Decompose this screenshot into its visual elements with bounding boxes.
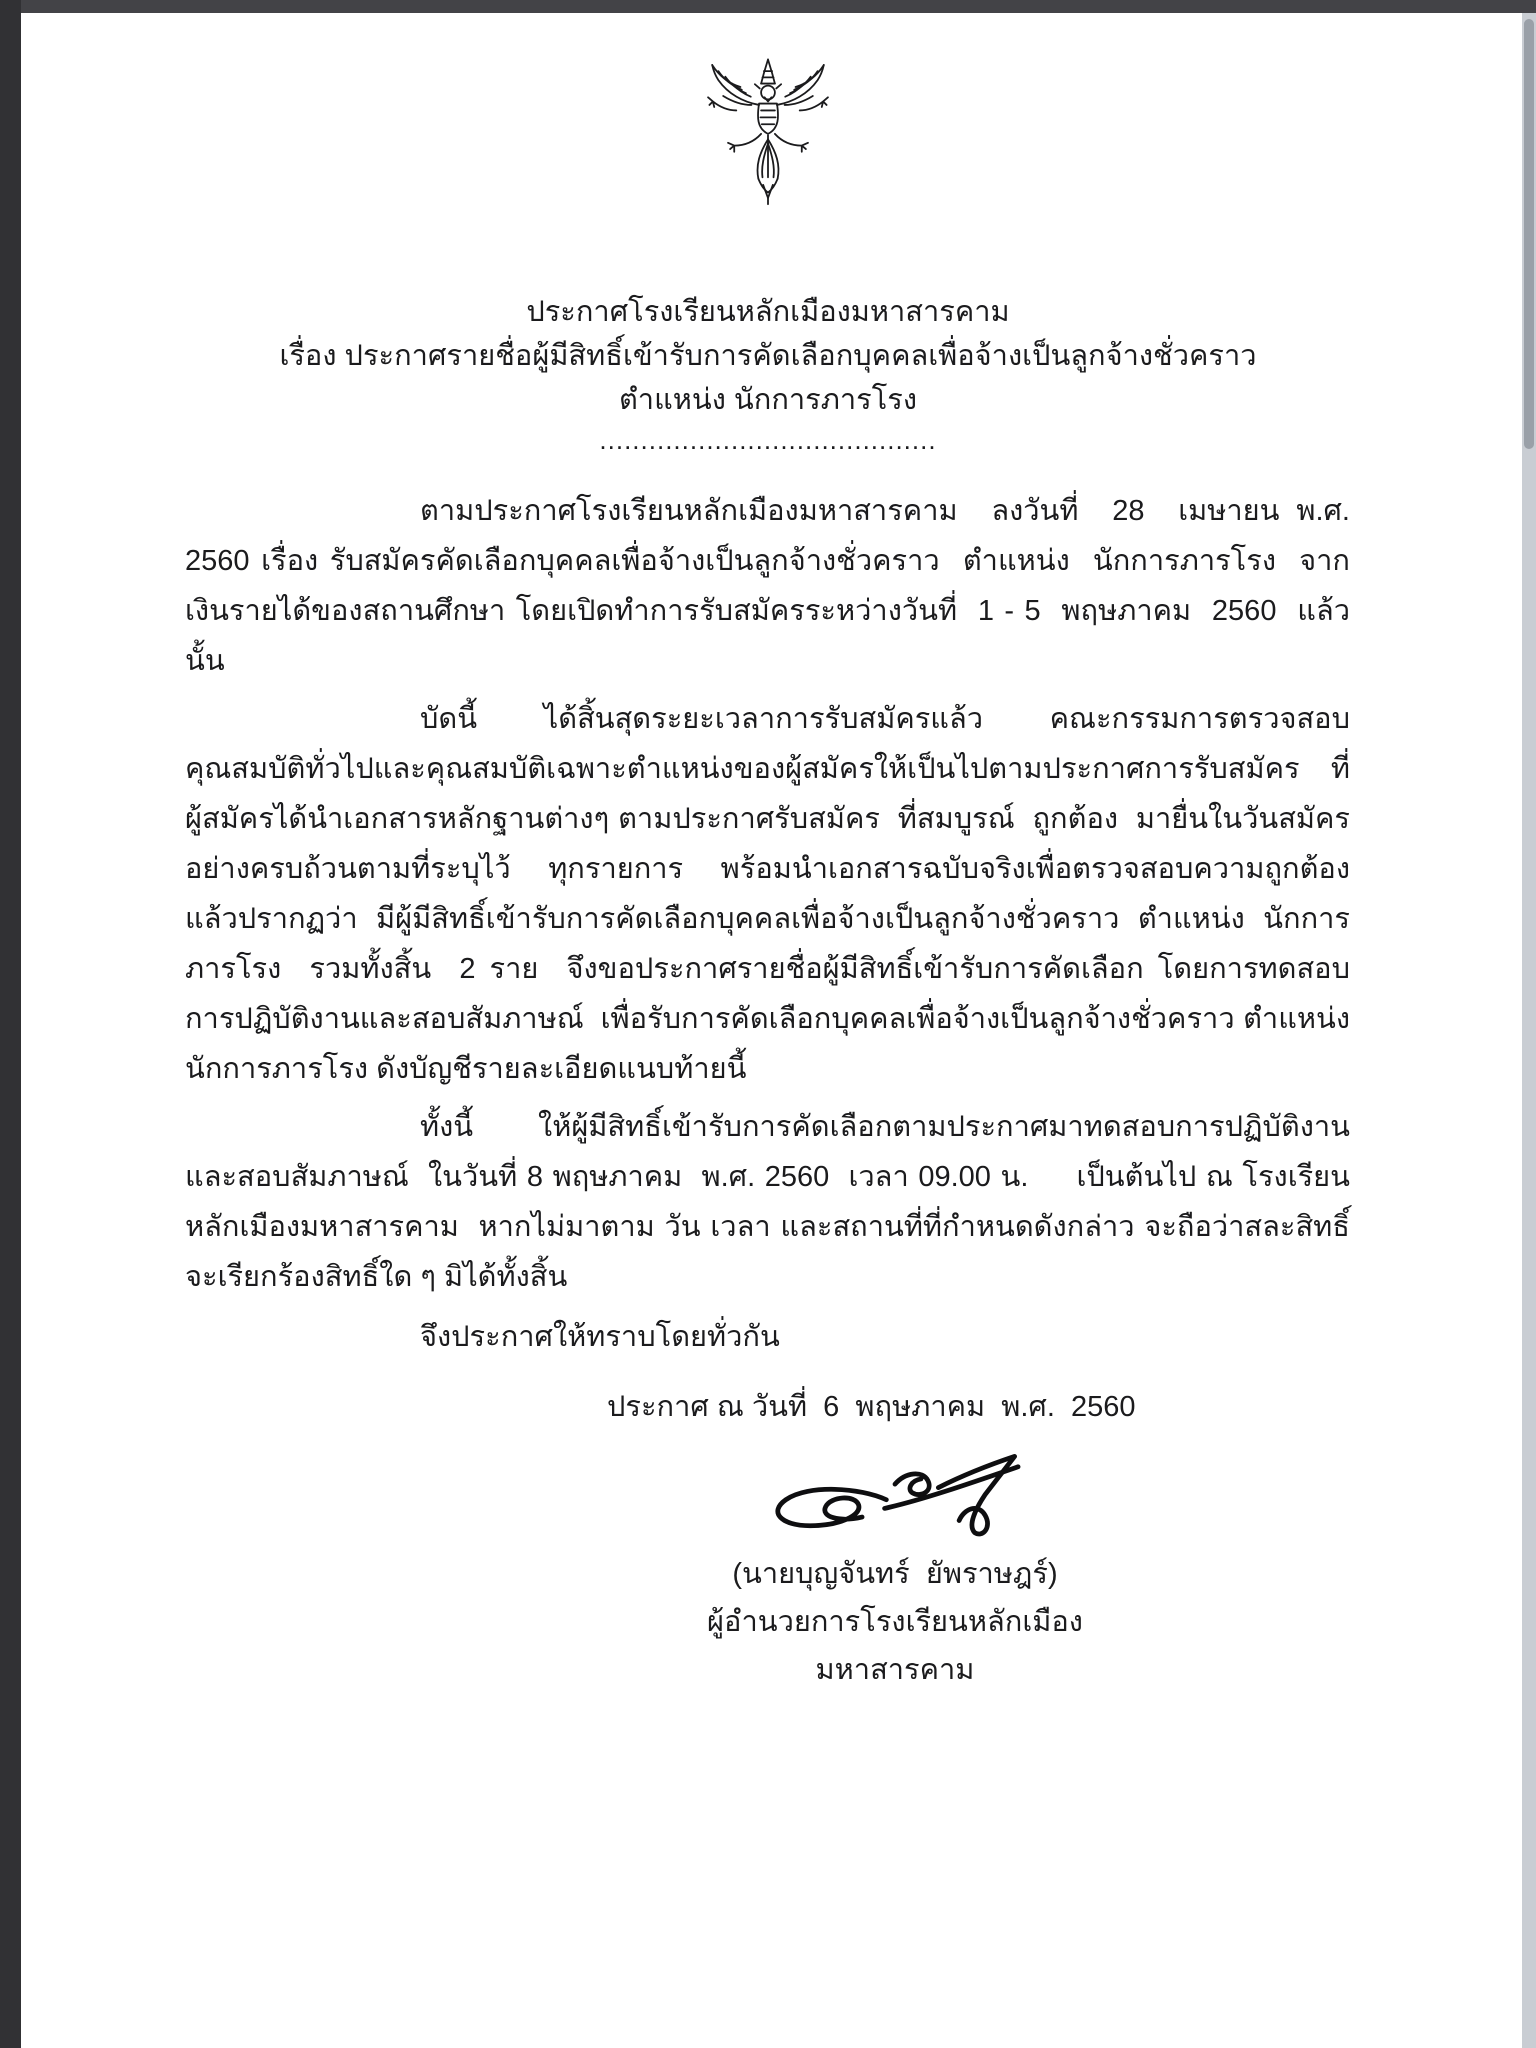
signatory-title: ผู้อำนวยการโรงเรียนหลักเมืองมหาสารคาม <box>707 1606 1083 1686</box>
garuda-emblem-icon <box>692 56 844 209</box>
dotted-divider: ......................................... <box>599 425 937 455</box>
scrollbar[interactable] <box>1522 13 1536 2048</box>
handwritten-signature-icon <box>730 1446 1060 1550</box>
window-left-edge <box>0 0 21 2048</box>
body-paragraph: ตามประกาศโรงเรียนหลักเมืองมหาสารคาม ลงวันที่ 28 เมษายน พ.ศ. 2560 เรื่อง รับสมัครคัดเลือกบุคคลเพื่อจ้างเป็นลูกจ้างชั่วคราว ตำแหน่ง นักการภารโรง จากเงินรายได้ของสถานศึกษา โดยเปิดทำการรับสมัครระหว่างวันที่ 1 - 5 พฤษภาคม 2560 แล้วนั้น <box>185 495 1359 677</box>
signature-block <box>635 1446 1155 1694</box>
promulgation-date-line: ประกาศ ณ วันที่ 6 พฤษภาคม พ.ศ. 2560 <box>607 1391 1136 1423</box>
scrollbar-thumb[interactable] <box>1524 19 1534 449</box>
closing-line: จึงประกาศให้ทราบโดยทั่วกัน <box>420 1321 780 1353</box>
announcement-subject-line: เรื่อง ประกาศรายชื่อผู้มีสิทธิ์เข้ารับการคัดเลือกบุคคลเพื่อจ้างเป็นลูกจ้างชั่วคราว <box>279 340 1257 372</box>
announcement-org-line: ประกาศโรงเรียนหลักเมืองมหาสารคาม <box>526 296 1010 328</box>
body-paragraph: บัดนี้ ได้สิ้นสุดระยะเวลาการรับสมัครแล้ว คณะกรรมการตรวจสอบคุณสมบัติทั่วไปและคุณสมบัติเฉพาะตำแหน่งของผู้สมัครให้เป็นไปตามประกาศการรับสมัคร ที่ผู้สมัครได้นำเอกสารหลักฐานต่างๆ ตามประกาศรับสมัคร ที่สมบูรณ์ ถูกต้อง มายื่นในวันสมัครอย่างครบถ้วนตามที่ระบุไว้ ทุกรายการ พร้อมนำเอกสารฉบับจริงเพื่อตรวจสอบความถูกต้องแล้วปรากฏว่า มีผู้มีสิทธิ์เข้ารับการคัดเลือกบุคคลเพื่อจ้างเป็นลูกจ้างชั่วคราว ตำแหน่ง นักการภารโรง รวมทั้งสิ้น 2 ราย จึงขอประกาศรายชื่อผู้มีสิทธิ์เข้ารับการคัดเลือก โดยการทดสอบการปฏิบัติงานและสอบสัมภาษณ์ เพื่อรับการคัดเลือกบุคคลเพื่อจ้างเป็นลูกจ้างชั่วคราว ตำแหน่ง นักการภารโรง ดังบัญชีรายละเอียดแนบท้ายนี้ <box>185 703 1359 1085</box>
announcement-header <box>0 290 1536 422</box>
signatory-name: (นายบุญจันทร์ ยัพราษฎร์) <box>732 1558 1058 1590</box>
body-paragraph: ทั้งนี้ ให้ผู้มีสิทธิ์เข้ารับการคัดเลือกตามประกาศมาทดสอบการปฏิบัติงานและสอบสัมภาษณ์ ในวันที่ 8 พฤษภาคม พ.ศ. 2560 เวลา 09.00 น. เป็นต้นไป ณ โรงเรียนหลักเมืองมหาสารคาม หากไม่มาตาม วัน เวลา และสถานที่ที่กำหนดดังกล่าว จะถือว่าสละสิทธิ์ จะเรียกร้องสิทธิ์ใด ๆ มิได้ทั้งสิ้น <box>185 1111 1359 1293</box>
window-top-edge <box>0 0 1536 13</box>
announcement-body <box>185 486 1359 1302</box>
emblem-container <box>0 0 1536 214</box>
announcement-position-line: ตำแหน่ง นักการภารโรง <box>618 384 918 416</box>
